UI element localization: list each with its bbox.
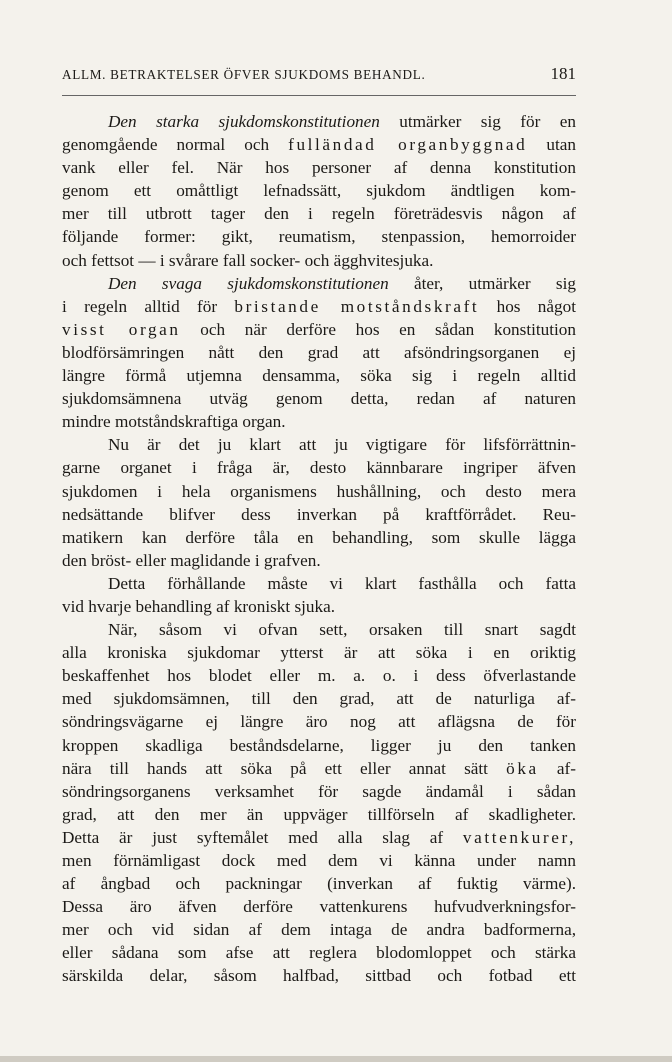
running-head: ALLM. BETRAKTELSER ÖFVER SJUKDOMS BEHANDL. (62, 67, 426, 82)
text-line (62, 549, 576, 572)
text-line (62, 941, 576, 964)
text-run: matikern kan derföre tåla en behandling, som skulle lägga (62, 527, 576, 547)
text-line (62, 895, 576, 918)
text-run: mer till utbrott tager den i regeln företrädesvis någon af (62, 204, 576, 224)
body-text (62, 110, 576, 988)
text-run: söndringsvägarne ej längre äro nog att aflägsna de för (62, 712, 576, 732)
text-run: sjukdomen i hela organismens hushållning, och desto mera (62, 481, 576, 501)
text-run: följande former: gikt, reumatism, stenpassion, hemorroider (62, 227, 576, 247)
text-line (62, 133, 576, 156)
text-line (62, 849, 576, 872)
text-line (62, 757, 576, 780)
text-run: genom ett omåttligt lefnadssätt, sjukdom ändtligen kom- (62, 181, 576, 201)
text-run: utan (527, 135, 577, 155)
text-line (62, 780, 576, 803)
text-line (62, 826, 576, 849)
spaced-emphasis: vattenkurer, (462, 827, 576, 847)
text-line (62, 272, 576, 295)
spaced-emphasis: öka (506, 758, 539, 778)
text-line (62, 687, 576, 710)
text-run: garne organet i fråga är, desto kännbarare ingriper äfven (62, 458, 576, 478)
text-run: längre förmå utjemna densamma, söka sig i regeln alltid (62, 366, 576, 386)
text-run: vank eller fel. När hos personer af denna konstitution (62, 158, 576, 178)
spaced-emphasis: fulländad organbyggnad (288, 135, 528, 155)
page-bottom-edge (0, 1056, 672, 1062)
text-line (62, 110, 576, 133)
text-line (62, 156, 576, 179)
text-run: eller sådana som afse att reglera blodomloppet och stärka (62, 943, 576, 963)
text-line (62, 641, 576, 664)
text-line (62, 249, 576, 272)
text-line (62, 595, 576, 618)
page-header (62, 64, 576, 88)
text-run: och fettsot — i svårare fall socker- och ägghvitesjuka. (62, 250, 434, 270)
page-number: 181 (550, 64, 576, 83)
text-run: Nu är det ju klart att ju vigtigare för lifsförrättnin- (108, 435, 576, 455)
text-line (62, 202, 576, 225)
text-line (62, 410, 576, 433)
text-run: genomgående normal och (62, 135, 289, 155)
text-run: När, såsom vi ofvan sett, orsaken till snart sagdt (108, 620, 576, 640)
text-run: kroppen skadliga beståndsdelarne, ligger ju den tanken (62, 735, 576, 755)
text-line (62, 803, 576, 826)
spaced-emphasis: bristande motståndskraft (234, 296, 480, 316)
text-line (62, 664, 576, 687)
text-run: mindre motståndskraftiga organ. (62, 412, 286, 432)
italic-term: Den starka sjukdomskonstitutionen (108, 112, 380, 131)
text-line (62, 433, 576, 456)
text-line (62, 918, 576, 941)
text-run: blodförsämringen nått den grad att afsöndringsorganen ej (62, 342, 576, 362)
text-line (62, 341, 576, 364)
text-line (62, 710, 576, 733)
text-line (62, 503, 576, 526)
text-run: grad, att den mer än uppväger tillförseln af skadligheter. (62, 804, 576, 824)
text-run: af ångbad och packningar (inverkan af fuktig värme). (62, 874, 576, 894)
text-run: mer och vid sidan af dem intaga de andra badformerna, (62, 920, 576, 940)
text-line (62, 480, 576, 503)
text-line (62, 572, 576, 595)
text-line (62, 179, 576, 202)
text-run: hos något (479, 296, 576, 316)
text-line (62, 318, 576, 341)
text-run: sjukdomsämnena utväg genom detta, redan af naturen (62, 389, 576, 409)
text-run: med sjukdomsämnen, till den grad, att de naturliga af- (62, 689, 576, 709)
text-run: utmärker sig för en (379, 112, 576, 131)
text-line (62, 526, 576, 549)
text-run: och när derföre hos en sådan konstitution (180, 319, 576, 339)
italic-term: Den svaga sjukdomskonstitutionen (108, 273, 389, 293)
text-run: den bröst- eller maglidande i grafven. (62, 550, 321, 570)
text-run: Detta är just syftemålet med alla slag af (62, 827, 463, 847)
text-run: beskaffenhet hos blodet eller m. a. o. i dess öfverlastande (62, 666, 576, 686)
text-run: särskilda delar, såsom halfbad, sittbad och fotbad ett (62, 966, 576, 986)
text-run: vid hvarje behandling af kroniskt sjuka. (62, 596, 336, 616)
text-run: Dessa äro äfven derföre vattenkurens hufvudverkningsfor- (62, 897, 576, 917)
text-line (62, 387, 576, 410)
text-run: nära till hands att söka på ett eller annat sätt (62, 758, 507, 778)
text-run: alla kroniska sjukdomar ytterst är att söka i en oriktig (62, 643, 576, 663)
text-line (62, 295, 576, 318)
text-run: af- (538, 758, 577, 778)
header-rule (62, 95, 576, 96)
text-run: nedsättande blifver dess inverkan på kraftförrådet. Reu- (62, 504, 576, 524)
text-run: söndringsorganens verksamhet för sagde ändamål i sådan (62, 781, 576, 801)
text-line (62, 225, 576, 248)
spaced-emphasis: visst organ (62, 319, 181, 339)
text-line (62, 964, 576, 987)
text-run: åter, utmärker sig (388, 273, 576, 293)
text-line (62, 872, 576, 895)
text-line (62, 456, 576, 479)
text-line (62, 618, 576, 641)
text-line (62, 364, 576, 387)
text-line (62, 734, 576, 757)
text-run: i regeln alltid för (62, 296, 235, 316)
text-run: men förnämligast dock med dem vi känna under namn (62, 851, 576, 870)
text-run: Detta förhållande måste vi klart fasthålla och fatta (108, 573, 576, 593)
